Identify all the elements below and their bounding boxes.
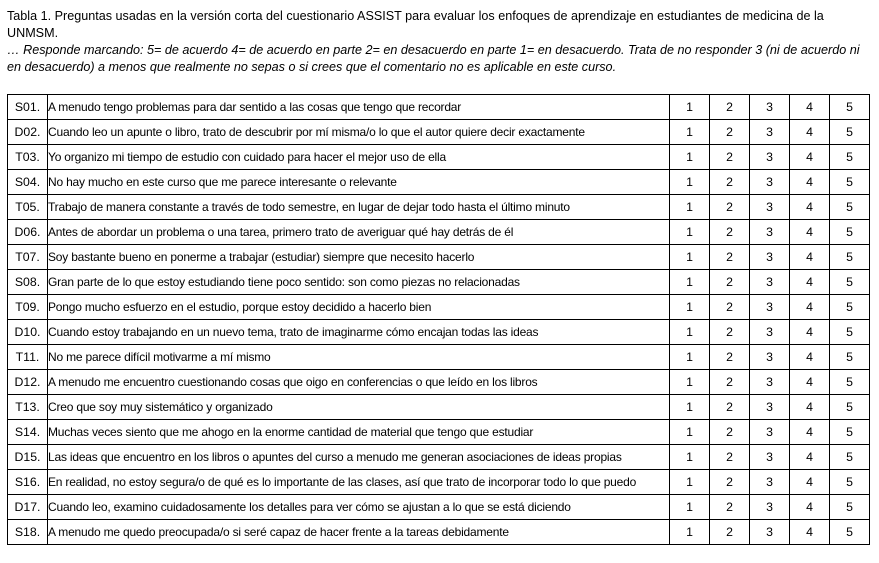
table-row (8, 120, 870, 145)
response-option-2[interactable]: 2 (710, 270, 750, 295)
response-option-3[interactable]: 3 (750, 195, 790, 220)
response-option-5[interactable]: 5 (830, 470, 870, 495)
response-option-3[interactable]: 3 (750, 220, 790, 245)
response-option-3[interactable]: 3 (750, 470, 790, 495)
item-code: D06. (8, 220, 48, 245)
item-code: D17. (8, 495, 48, 520)
response-option-1[interactable]: 1 (670, 295, 710, 320)
response-option-3[interactable]: 3 (750, 445, 790, 470)
item-code: D10. (8, 320, 48, 345)
item-statement: Las ideas que encuentro en los libros o apuntes del curso a menudo me generan asociaciones de ideas propias (48, 445, 670, 470)
table-row (8, 195, 870, 220)
table-row (8, 345, 870, 370)
response-option-1[interactable]: 1 (670, 395, 710, 420)
response-option-4[interactable]: 4 (790, 395, 830, 420)
response-option-5[interactable]: 5 (830, 145, 870, 170)
item-code: S04. (8, 170, 48, 195)
response-option-5[interactable]: 5 (830, 520, 870, 545)
item-statement: Creo que soy muy sistemático y organizado (48, 395, 670, 420)
item-statement: Soy bastante bueno en ponerme a trabajar (estudiar) siempre que necesito hacerlo (48, 245, 670, 270)
item-code: D15. (8, 445, 48, 470)
response-option-1[interactable]: 1 (670, 195, 710, 220)
response-option-1[interactable]: 1 (670, 520, 710, 545)
response-option-3[interactable]: 3 (750, 520, 790, 545)
response-instructions: … Responde marcando: 5= de acuerdo 4= de acuerdo en parte 2= en desacuerdo en parte 1= en desacuerdo. Trata de no responder 3 (ni de acuerdo ni en desacuerdo) a menos que realmente no sepas o si crees que el comentario no es aplicable en este curso. (7, 43, 860, 74)
response-option-2[interactable]: 2 (710, 245, 750, 270)
response-option-2[interactable]: 2 (710, 445, 750, 470)
response-option-1[interactable]: 1 (670, 420, 710, 445)
item-statement: No me parece difícil motivarme a mí mismo (48, 345, 670, 370)
item-code: D02. (8, 120, 48, 145)
response-option-3[interactable]: 3 (750, 345, 790, 370)
response-option-5[interactable]: 5 (830, 445, 870, 470)
response-option-3[interactable]: 3 (750, 495, 790, 520)
questionnaire-table (7, 94, 870, 545)
response-option-2[interactable]: 2 (710, 420, 750, 445)
item-statement: Trabajo de manera constante a través de todo semestre, en lugar de dejar todo hasta el último minuto (48, 195, 670, 220)
response-option-2[interactable]: 2 (710, 95, 750, 120)
response-option-1[interactable]: 1 (670, 220, 710, 245)
item-statement: No hay mucho en este curso que me parece interesante o relevante (48, 170, 670, 195)
item-statement: Cuando leo, examino cuidadosamente los detalles para ver cómo se ajustan a lo que se está diciendo (48, 495, 670, 520)
table-row (8, 295, 870, 320)
response-option-2[interactable]: 2 (710, 320, 750, 345)
response-option-4[interactable]: 4 (790, 145, 830, 170)
response-option-4[interactable]: 4 (790, 195, 830, 220)
response-option-5[interactable]: 5 (830, 395, 870, 420)
response-option-2[interactable]: 2 (710, 470, 750, 495)
item-statement: Muchas veces siento que me ahogo en la enorme cantidad de material que tengo que estudiar (48, 420, 670, 445)
item-code: S14. (8, 420, 48, 445)
response-option-3[interactable]: 3 (750, 120, 790, 145)
item-code: T09. (8, 295, 48, 320)
response-option-4[interactable]: 4 (790, 495, 830, 520)
item-statement: A menudo tengo problemas para dar sentido a las cosas que tengo que recordar (48, 95, 670, 120)
item-code: S01. (8, 95, 48, 120)
item-statement: Antes de abordar un problema o una tarea, primero trato de averiguar qué hay detrás de él (48, 220, 670, 245)
item-statement: Gran parte de lo que estoy estudiando tiene poco sentido: son como piezas no relacionadas (48, 270, 670, 295)
response-option-2[interactable]: 2 (710, 170, 750, 195)
response-option-3[interactable]: 3 (750, 270, 790, 295)
response-option-4[interactable]: 4 (790, 95, 830, 120)
item-statement: A menudo me encuentro cuestionando cosas que oigo en conferencias o que leído en los libros (48, 370, 670, 395)
response-option-5[interactable]: 5 (830, 95, 870, 120)
table-row (8, 145, 870, 170)
response-option-2[interactable]: 2 (710, 370, 750, 395)
response-option-4[interactable]: 4 (790, 120, 830, 145)
response-option-2[interactable]: 2 (710, 495, 750, 520)
table-row (8, 320, 870, 345)
response-option-4[interactable]: 4 (790, 520, 830, 545)
questionnaire-body (8, 95, 870, 545)
response-option-3[interactable]: 3 (750, 245, 790, 270)
response-option-3[interactable]: 3 (750, 395, 790, 420)
response-option-1[interactable]: 1 (670, 445, 710, 470)
response-option-1[interactable]: 1 (670, 270, 710, 295)
item-statement: Cuando estoy trabajando en un nuevo tema, trato de imaginarme cómo encajan todas las ideas (48, 320, 670, 345)
response-option-2[interactable]: 2 (710, 520, 750, 545)
response-option-1[interactable]: 1 (670, 495, 710, 520)
response-option-4[interactable]: 4 (790, 445, 830, 470)
response-option-1[interactable]: 1 (670, 95, 710, 120)
response-option-3[interactable]: 3 (750, 170, 790, 195)
response-option-2[interactable]: 2 (710, 145, 750, 170)
response-option-4[interactable]: 4 (790, 170, 830, 195)
table-row (8, 95, 870, 120)
response-option-5[interactable]: 5 (830, 220, 870, 245)
table-row (8, 220, 870, 245)
item-code: S18. (8, 520, 48, 545)
item-code: T05. (8, 195, 48, 220)
response-option-5[interactable]: 5 (830, 370, 870, 395)
response-option-1[interactable]: 1 (670, 145, 710, 170)
table-row (8, 520, 870, 545)
response-option-5[interactable]: 5 (830, 195, 870, 220)
response-option-2[interactable]: 2 (710, 120, 750, 145)
response-option-5[interactable]: 5 (830, 270, 870, 295)
response-option-2[interactable]: 2 (710, 195, 750, 220)
table-row (8, 445, 870, 470)
item-code: T13. (8, 395, 48, 420)
response-option-4[interactable]: 4 (790, 420, 830, 445)
response-option-2[interactable]: 2 (710, 345, 750, 370)
item-statement: Cuando leo un apunte o libro, trato de descubrir por mí misma/o lo que el autor quiere decir exactamente (48, 120, 670, 145)
response-option-4[interactable]: 4 (790, 320, 830, 345)
item-statement: Pongo mucho esfuerzo en el estudio, porque estoy decidido a hacerlo bien (48, 295, 670, 320)
response-option-3[interactable]: 3 (750, 420, 790, 445)
response-option-1[interactable]: 1 (670, 345, 710, 370)
response-option-5[interactable]: 5 (830, 495, 870, 520)
response-option-4[interactable]: 4 (790, 345, 830, 370)
item-code: S16. (8, 470, 48, 495)
response-option-2[interactable]: 2 (710, 220, 750, 245)
item-code: T11. (8, 345, 48, 370)
table-row (8, 395, 870, 420)
item-statement: En realidad, no estoy segura/o de qué es lo importante de las clases, así que trato de incorporar todo lo que puedo (48, 470, 670, 495)
item-statement: Yo organizo mi tiempo de estudio con cuidado para hacer el mejor uso de ella (48, 145, 670, 170)
response-option-5[interactable]: 5 (830, 345, 870, 370)
response-option-5[interactable]: 5 (830, 420, 870, 445)
response-option-2[interactable]: 2 (710, 295, 750, 320)
table-title: Tabla 1. Preguntas usadas en la versión corta del cuestionario ASSIST para evaluar los enfoques de aprendizaje en estudiantes de medicina de la UNMSM. (7, 9, 824, 40)
response-option-4[interactable]: 4 (790, 295, 830, 320)
response-option-5[interactable]: 5 (830, 170, 870, 195)
response-option-4[interactable]: 4 (790, 245, 830, 270)
response-option-5[interactable]: 5 (830, 245, 870, 270)
response-option-1[interactable]: 1 (670, 320, 710, 345)
table-row (8, 370, 870, 395)
response-option-3[interactable]: 3 (750, 95, 790, 120)
response-option-2[interactable]: 2 (710, 395, 750, 420)
item-code: S08. (8, 270, 48, 295)
response-option-1[interactable]: 1 (670, 170, 710, 195)
response-option-5[interactable]: 5 (830, 120, 870, 145)
response-option-4[interactable]: 4 (790, 270, 830, 295)
response-option-3[interactable]: 3 (750, 370, 790, 395)
item-code: D12. (8, 370, 48, 395)
response-option-5[interactable]: 5 (830, 320, 870, 345)
response-option-4[interactable]: 4 (790, 370, 830, 395)
table-row (8, 470, 870, 495)
table-row (8, 495, 870, 520)
response-option-1[interactable]: 1 (670, 120, 710, 145)
response-option-1[interactable]: 1 (670, 470, 710, 495)
item-statement: A menudo me quedo preocupada/o si seré capaz de hacer frente a la tareas debidamente (48, 520, 670, 545)
response-option-1[interactable]: 1 (670, 370, 710, 395)
response-option-3[interactable]: 3 (750, 145, 790, 170)
response-option-4[interactable]: 4 (790, 470, 830, 495)
table-row (8, 245, 870, 270)
response-option-1[interactable]: 1 (670, 245, 710, 270)
table-caption (7, 8, 869, 75)
response-option-5[interactable]: 5 (830, 295, 870, 320)
table-row (8, 420, 870, 445)
item-code: T07. (8, 245, 48, 270)
response-option-3[interactable]: 3 (750, 295, 790, 320)
response-option-4[interactable]: 4 (790, 220, 830, 245)
table-row (8, 270, 870, 295)
item-code: T03. (8, 145, 48, 170)
table-row (8, 170, 870, 195)
response-option-3[interactable]: 3 (750, 320, 790, 345)
